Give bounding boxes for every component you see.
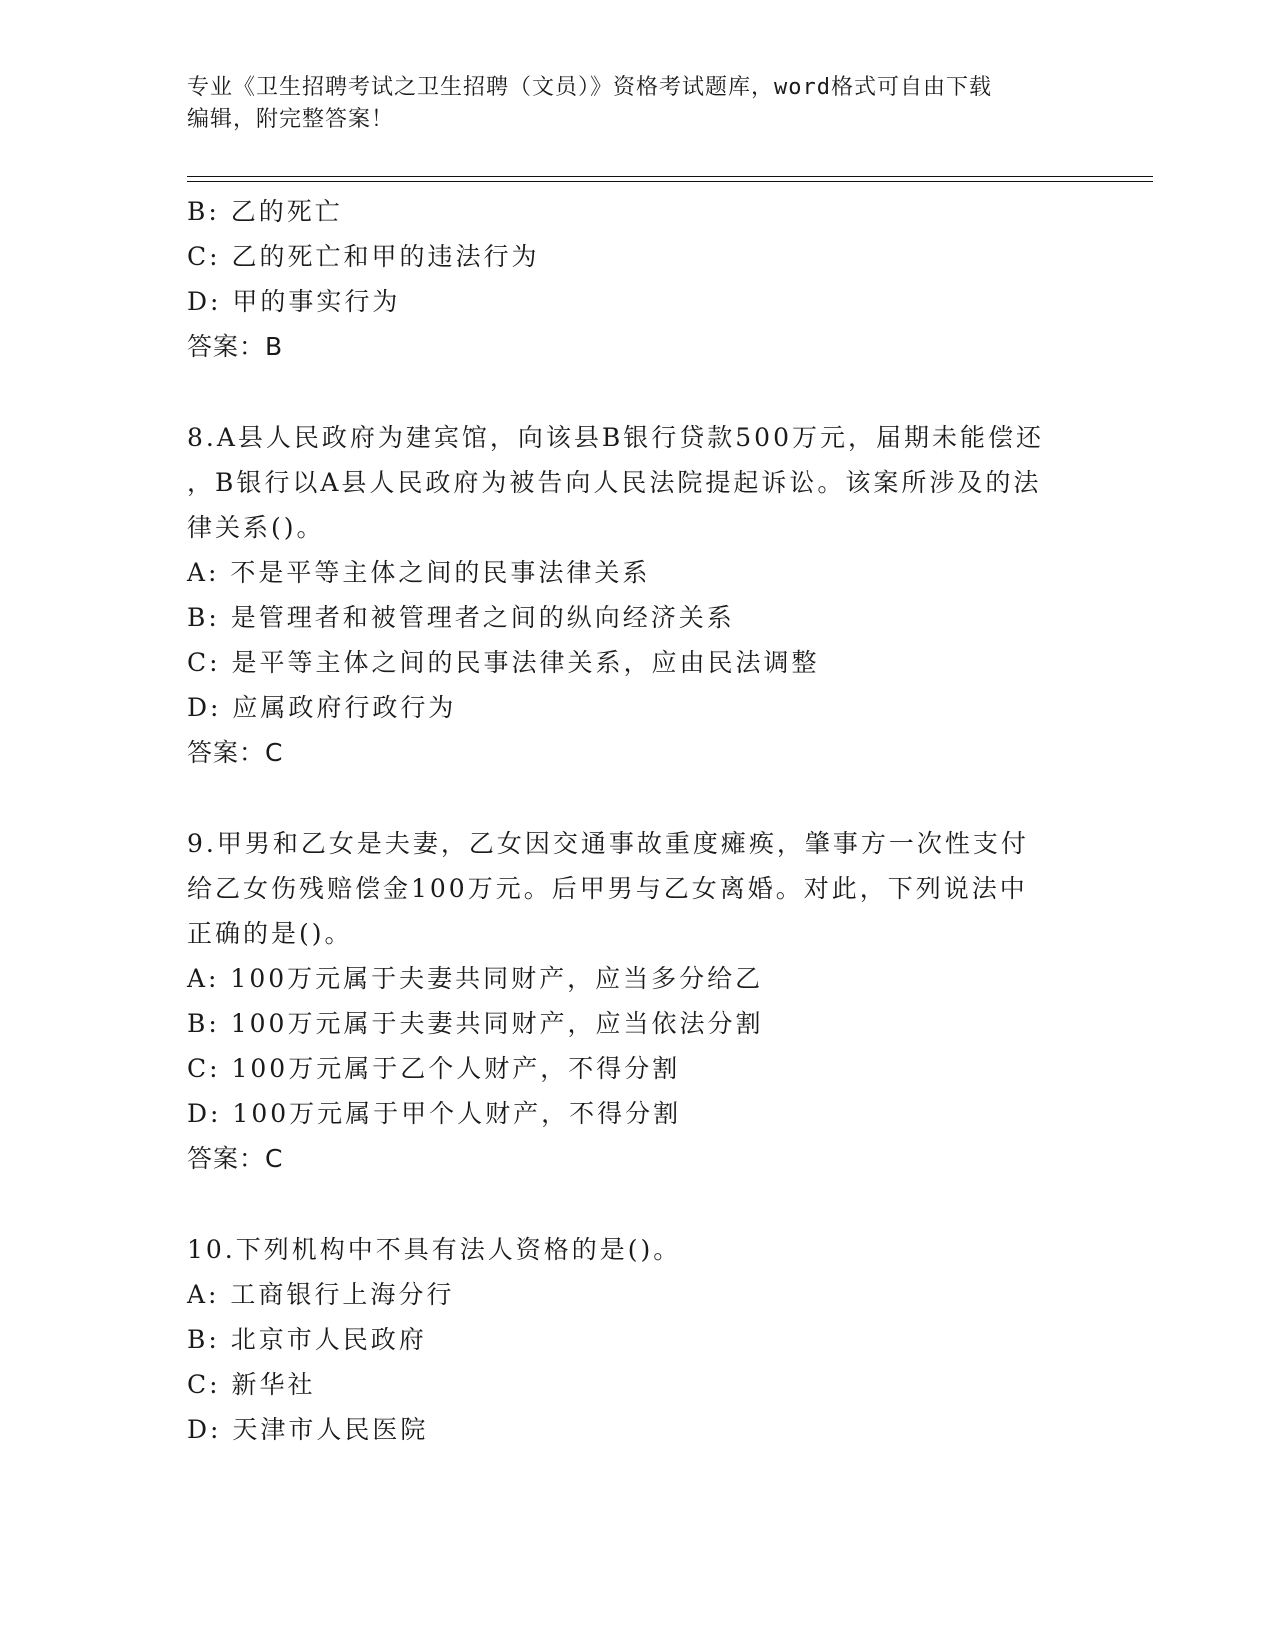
header-line-2: 编辑，附完整答案！ (187, 107, 395, 132)
question-content (187, 189, 1087, 1452)
question-9 (187, 821, 1087, 1181)
option-a: A: 不是平等主体之间的民事法律关系 (187, 558, 651, 587)
question-stem-line: ，B银行以A县人民政府为被告向人民法院提起诉讼。该案所涉及的法 (187, 468, 1042, 497)
option-c: C: 是平等主体之间的民事法律关系，应由民法调整 (187, 648, 820, 677)
option-b: B: 乙的死亡 (187, 197, 343, 226)
option-b: B: 100万元属于夫妻共同财产，应当依法分割 (187, 1009, 764, 1038)
spacer (187, 369, 1087, 415)
option-a: A: 100万元属于夫妻共同财产，应当多分给乙 (187, 964, 764, 993)
answer-line: 答案：C (187, 738, 284, 767)
spacer (187, 1181, 1087, 1227)
option-c: C: 乙的死亡和甲的违法行为 (187, 242, 540, 271)
question-10 (187, 1227, 1087, 1452)
option-d: D: 甲的事实行为 (187, 287, 401, 316)
option-b: B: 北京市人民政府 (187, 1325, 427, 1354)
question-stem-line: 给乙女伤残赔偿金100万元。后甲男与乙女离婚。对此，下列说法中 (187, 874, 1028, 903)
option-b: B: 是管理者和被管理者之间的纵向经济关系 (187, 603, 735, 632)
question-8 (187, 415, 1087, 775)
option-c: C: 新华社 (187, 1370, 316, 1399)
header-rule-top (187, 176, 1153, 177)
question-7 (187, 189, 1087, 369)
answer-line: 答案：C (187, 1144, 284, 1173)
question-stem-line: 10.下列机构中不具有法人资格的是()。 (187, 1235, 682, 1264)
option-c: C: 100万元属于乙个人财产，不得分割 (187, 1054, 681, 1083)
spacer (187, 775, 1087, 821)
question-stem-line: 8.A县人民政府为建宾馆，向该县B银行贷款500万元，届期未能偿还 (187, 423, 1044, 452)
question-stem-line: 正确的是()。 (187, 919, 353, 948)
option-d: D: 天津市人民医院 (187, 1415, 429, 1444)
option-a: A: 工商银行上海分行 (187, 1280, 455, 1309)
answer-line: 答案：B (187, 332, 284, 361)
page-header (187, 72, 1087, 136)
question-stem-line: 9.甲男和乙女是夫妻，乙女因交通事故重度瘫痪，肇事方一次性支付 (187, 829, 1029, 858)
option-d: D: 100万元属于甲个人财产，不得分割 (187, 1099, 682, 1128)
header-rule-bottom (187, 181, 1153, 182)
option-d: D: 应属政府行政行为 (187, 693, 457, 722)
question-stem-line: 律关系()。 (187, 513, 325, 542)
header-line-1: 专业《卫生招聘考试之卫生招聘（文员）》资格考试题库，word格式可自由下载 (187, 75, 992, 100)
